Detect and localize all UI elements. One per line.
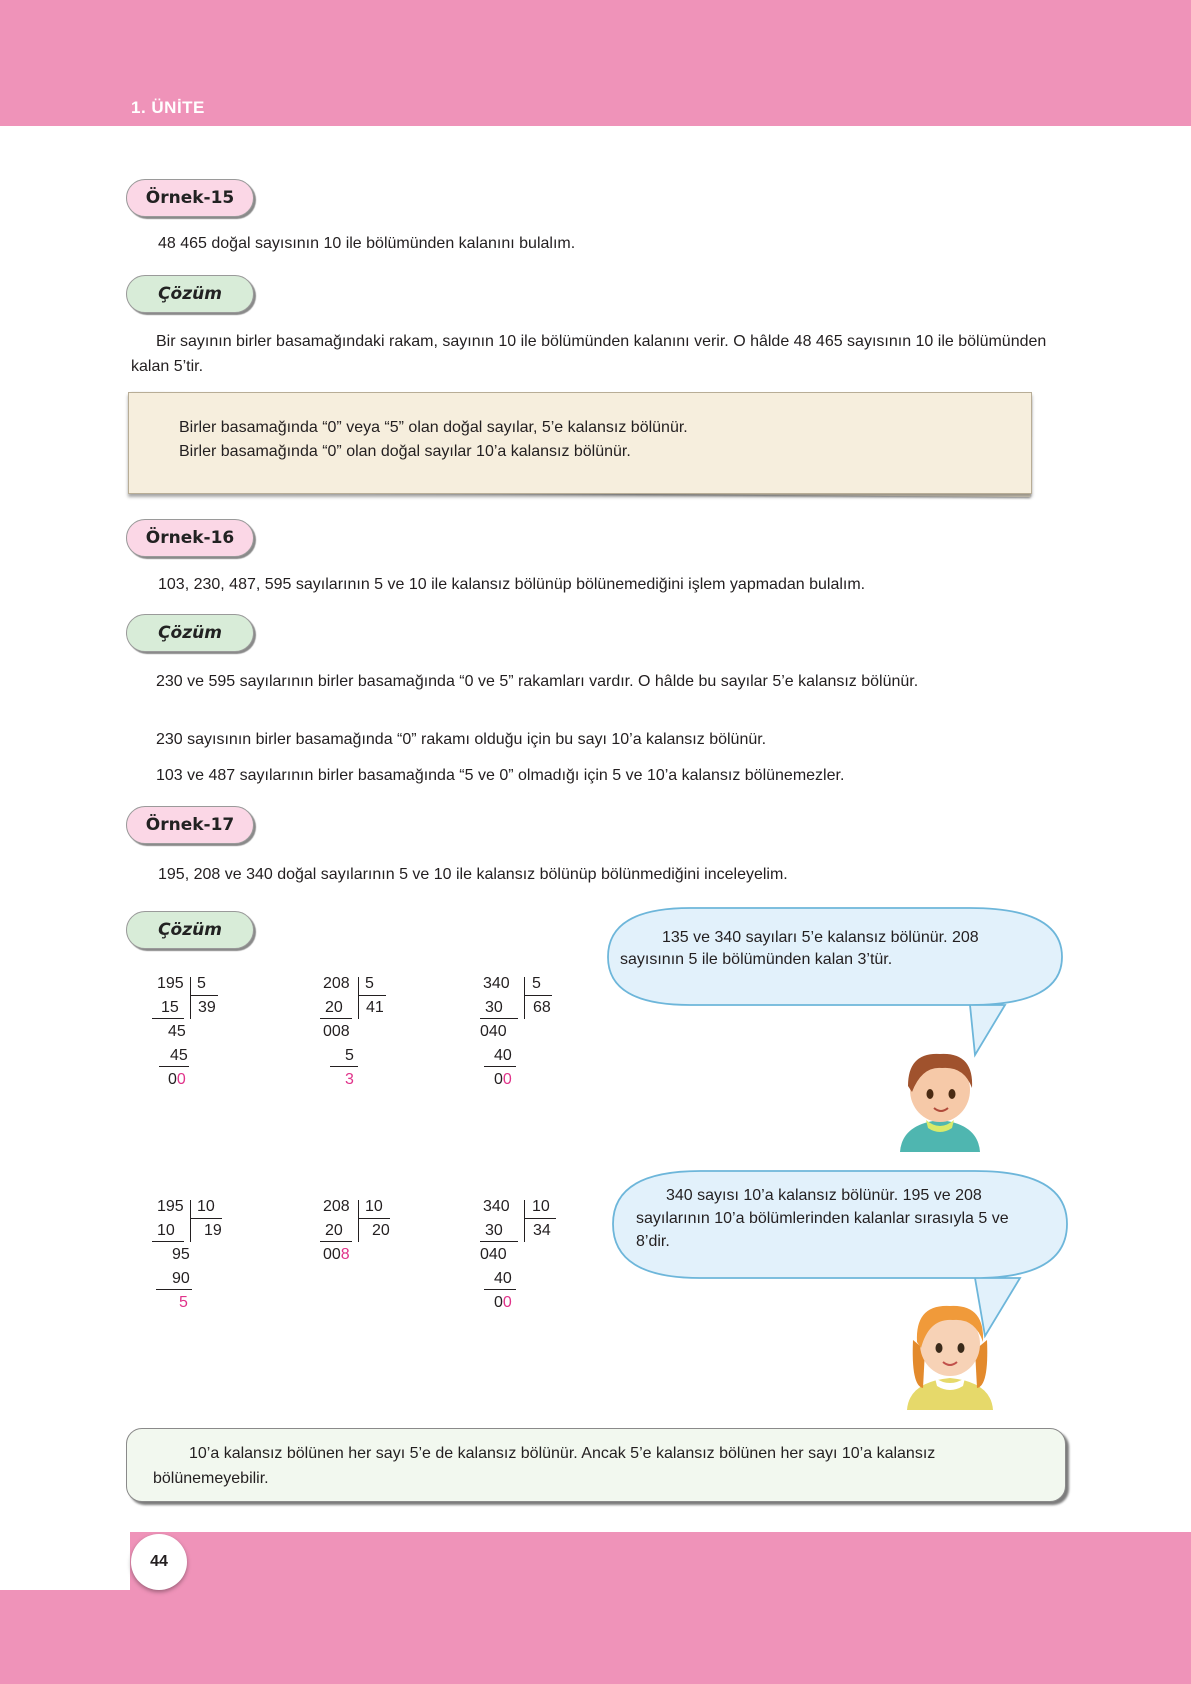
divisor: 5 <box>197 975 206 992</box>
step: 30 <box>485 1222 503 1239</box>
boy-icon <box>890 1042 990 1152</box>
example-16-text: 103, 230, 487, 595 sayılarının 5 ve 10 ile kalansız bölünüp bölünemediğini işlem yapmadan bulalım. <box>158 576 866 593</box>
rule-box <box>126 1428 1066 1502</box>
step: 10 <box>157 1222 175 1239</box>
step: 20 <box>325 1222 343 1239</box>
remainder: 5 <box>179 1294 188 1311</box>
remainder: 00 <box>494 1294 512 1311</box>
note-box <box>128 392 1032 494</box>
footer-corner <box>0 1532 130 1590</box>
dividend: 340 <box>483 1198 510 1215</box>
division-208-by-10 <box>320 1198 430 1298</box>
example-16-label: Örnek-16 <box>126 519 254 557</box>
unit-title: 1. ÜNİTE <box>131 98 205 117</box>
remainder-digit: 8 <box>340 1246 350 1263</box>
quotient: 68 <box>533 999 551 1016</box>
example-16-solution-line-1: 230 ve 595 sayılarının birler basamağında “0 ve 5” rakamları vardır. O hâlde bu sayılar 5’e kalansız bölünür. <box>156 673 919 690</box>
division-bar <box>190 1218 222 1219</box>
example-15-text: 48 465 doğal sayısının 10 ile bölümünden kalanını bulalım. <box>158 235 576 252</box>
dividend: 195 <box>157 1198 184 1215</box>
division-bar <box>524 1218 556 1219</box>
page-number: 44 <box>131 1534 187 1590</box>
quotient: 34 <box>533 1222 551 1239</box>
step: 040 <box>480 1023 507 1040</box>
division-bar <box>358 1200 359 1242</box>
step: 90 <box>172 1270 190 1287</box>
step: 95 <box>172 1246 190 1263</box>
division-bar <box>524 995 552 996</box>
divisor: 10 <box>365 1198 383 1215</box>
example-15-label: Örnek-15 <box>126 179 254 217</box>
step: 040 <box>480 1246 507 1263</box>
remainder: 00 <box>168 1071 186 1088</box>
quotient: 41 <box>366 999 384 1016</box>
division-bar <box>190 1200 191 1242</box>
division-bar <box>156 1289 192 1290</box>
step: 008 <box>323 1023 350 1040</box>
division-bar <box>358 977 359 1019</box>
division-bar <box>159 1066 189 1067</box>
divisor: 10 <box>532 1198 550 1215</box>
step: 45 <box>170 1047 188 1064</box>
step: 30 <box>485 999 503 1016</box>
remainder: 3 <box>345 1071 354 1088</box>
example-17-label: Örnek-17 <box>126 806 254 844</box>
example-16-solution-line-2: 230 sayısının birler basamağında “0” rakamı olduğu için bu sayı 10’a kalansız bölünür. <box>156 731 767 748</box>
girl-icon <box>895 1290 1005 1410</box>
quotient: 19 <box>204 1222 222 1239</box>
division-bar <box>190 977 191 1019</box>
divisor: 5 <box>532 975 541 992</box>
division-bar <box>358 995 386 996</box>
note-line-2: Birler basamağında “0” olan doğal sayılar 10’a kalansız bölünür. <box>179 443 631 460</box>
example-17-solution-label: Çözüm <box>126 911 254 949</box>
division-bar <box>152 1241 184 1242</box>
quotient: 20 <box>372 1222 390 1239</box>
division-bar <box>480 1241 518 1242</box>
step: 40 <box>494 1047 512 1064</box>
dividend: 340 <box>483 975 510 992</box>
example-16-solution-label: Çözüm <box>126 614 254 652</box>
step: 40 <box>494 1270 512 1287</box>
example-15-solution-text: Bir sayının birler basamağındaki rakam, sayının 10 ile bölümünden kalanını verir. O hâlde 48 465 sayısının 10 ile bölümünden kalan 5’tir. <box>131 333 1047 375</box>
division-bar <box>480 1018 518 1019</box>
step: 45 <box>168 1023 186 1040</box>
dividend: 208 <box>323 975 350 992</box>
division-bar <box>524 1200 525 1242</box>
division-bar <box>484 1066 516 1067</box>
division-bar <box>320 1241 352 1242</box>
girl-bubble-text: 340 sayısı 10’a kalansız bölünür. 195 ve 208 sayılarının 10’a bölümlerinden kalanlar sırasıyla 5 ve 8’dir. <box>636 1187 1009 1250</box>
division-195-by-5 <box>152 975 262 1088</box>
quotient: 39 <box>198 999 216 1016</box>
dividend: 208 <box>323 1198 350 1215</box>
divisor: 5 <box>365 975 374 992</box>
division-bar <box>484 1289 516 1290</box>
division-340-by-10 <box>480 1198 590 1311</box>
example-15-solution-label: Çözüm <box>126 275 254 313</box>
division-bar <box>152 1018 184 1019</box>
dividend: 195 <box>157 975 184 992</box>
step: 5 <box>345 1047 354 1064</box>
rule-text: 10’a kalansız bölünen her sayı 5’e de kalansız bölünür. Ancak 5’e kalansız bölünen her sayı 10’a kalansız bölünemeyebilir. <box>153 1445 936 1487</box>
divisor: 10 <box>197 1198 215 1215</box>
remainder: 00 <box>494 1071 512 1088</box>
step: 15 <box>161 999 179 1016</box>
division-bar <box>358 1218 390 1219</box>
boy-bubble-text: 135 ve 340 sayıları 5’e kalansız bölünür. 208 sayısının 5 ile bölümünden kalan 3’tür. <box>620 929 979 968</box>
example-16-solution-line-3: 103 ve 487 sayılarının birler basamağında “5 ve 0” olmadığı için 5 ve 10’a kalansız bölünemezler. <box>156 767 845 784</box>
division-bar <box>330 1066 358 1067</box>
division-bar <box>190 995 218 996</box>
note-line-1: Birler basamağında “0” veya “5” olan doğal sayılar, 5’e kalansız bölünür. <box>179 419 688 436</box>
remainder-prefix: 00 <box>323 1246 341 1263</box>
step: 20 <box>325 999 343 1016</box>
division-bar <box>524 977 525 1019</box>
division-340-by-5 <box>480 975 590 1088</box>
remainder <box>323 1246 350 1264</box>
division-bar <box>320 1018 352 1019</box>
division-208-by-5 <box>320 975 430 1088</box>
example-17-text: 195, 208 ve 340 doğal sayılarının 5 ve 10 ile kalansız bölünüp bölünmediğini inceleyelim. <box>158 866 788 883</box>
division-195-by-10 <box>152 1198 262 1311</box>
